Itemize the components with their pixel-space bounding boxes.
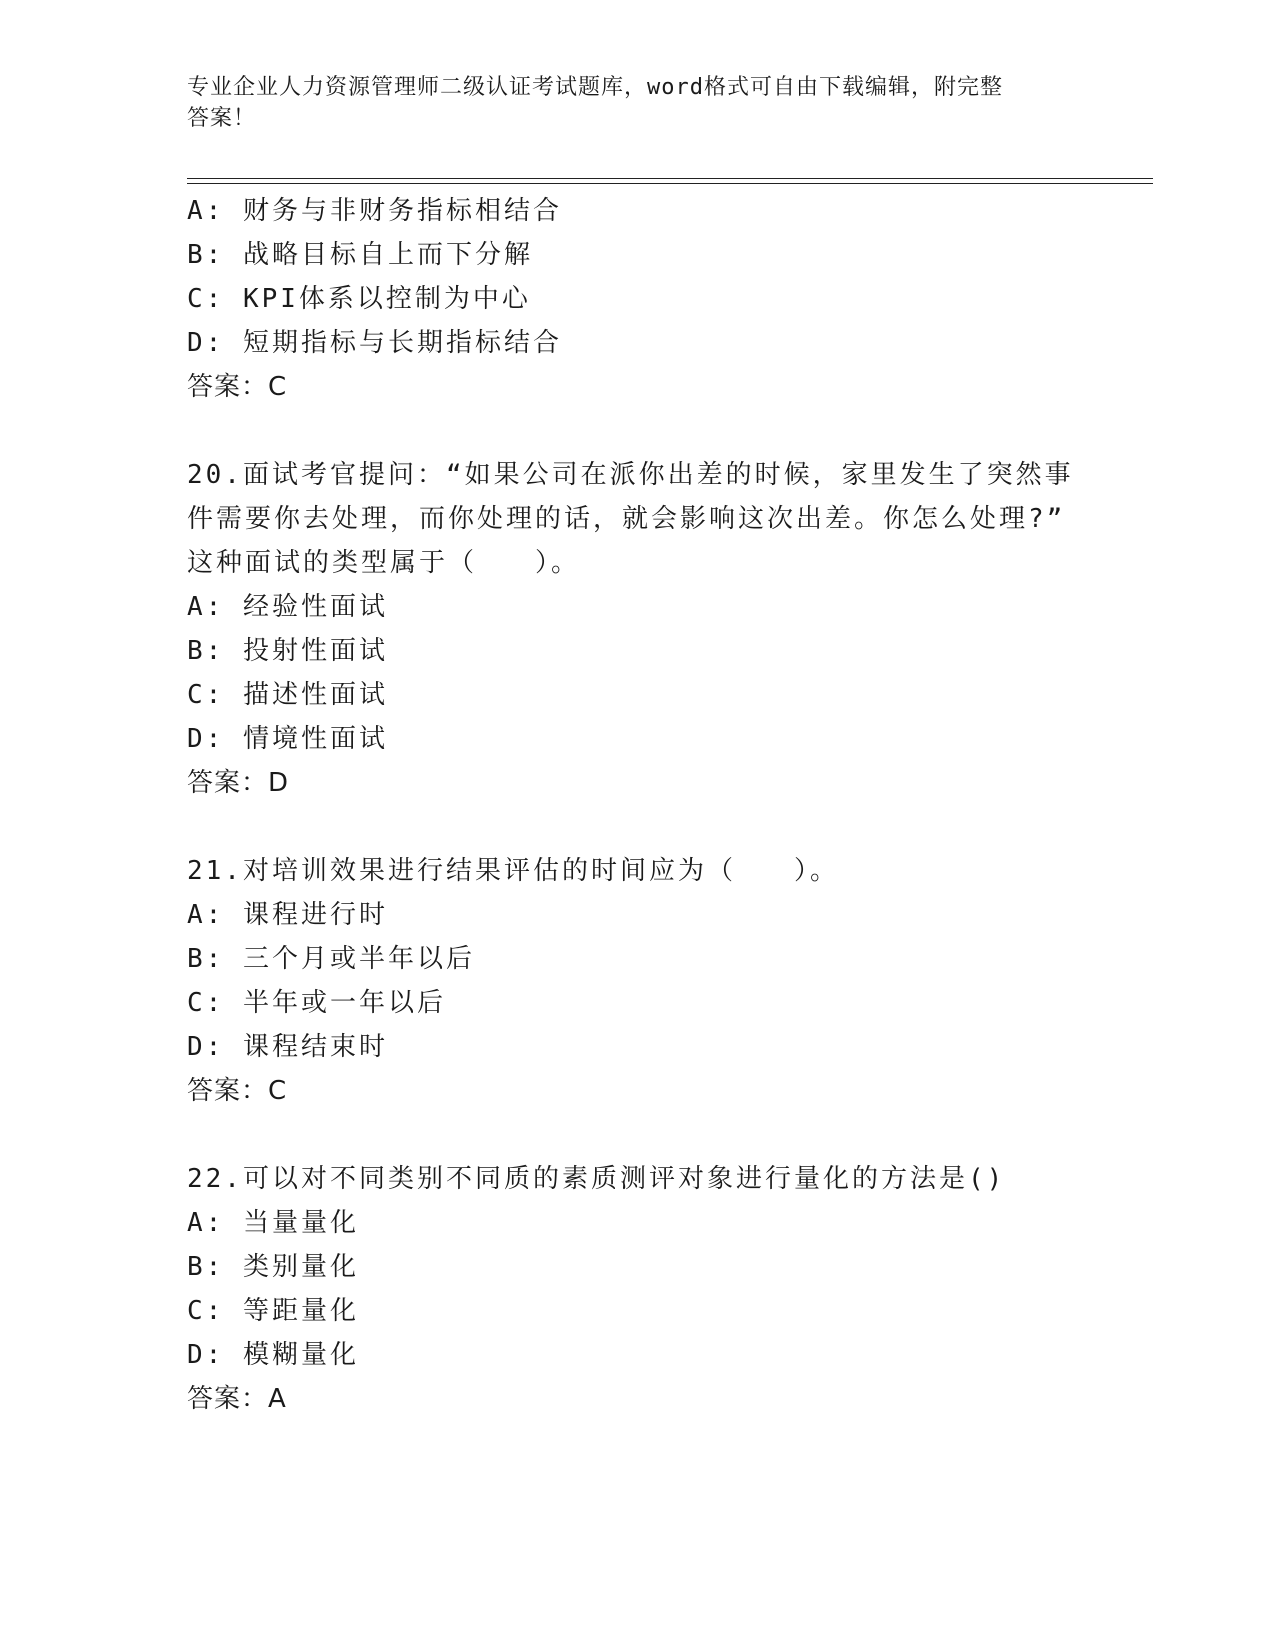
q22-option-a: A: 当量量化 (187, 1208, 359, 1238)
q19-option-b: B: 战略目标自上而下分解 (187, 240, 533, 270)
q19-option-d: D: 短期指标与长期指标结合 (187, 328, 562, 358)
q22-option-c: C: 等距量化 (187, 1296, 359, 1326)
q19-option-a: A: 财务与非财务指标相结合 (187, 196, 562, 226)
q20-stem-line-1: 20.面试考官提问：“如果公司在派你出差的时候，家里发生了突然事 (187, 460, 1074, 490)
q21-stem-line-1: 21.对培训效果进行结果评估的时间应为（ ）。 (187, 856, 839, 886)
q21-option-d: D: 课程结束时 (187, 1032, 388, 1062)
q20-option-a: A: 经验性面试 (187, 592, 388, 622)
document-header (187, 72, 1087, 134)
q20-answer: 答案：D (187, 768, 290, 798)
q20-stem-line-2: 件需要你去处理，而你处理的话，就会影响这次出差。你怎么处理?” (187, 504, 1066, 534)
q22-answer: 答案：A (187, 1384, 287, 1414)
header-line-2: 答案！ (187, 106, 257, 131)
header-line-1: 专业企业人力资源管理师二级认证考试题库，word格式可自由下载编辑，附完整 (187, 75, 1003, 100)
q20-option-c: C: 描述性面试 (187, 680, 388, 710)
q22-option-b: B: 类别量化 (187, 1252, 359, 1282)
q20-option-d: D: 情境性面试 (187, 724, 388, 754)
q22-option-d: D: 模糊量化 (187, 1340, 359, 1370)
q21-option-c: C: 半年或一年以后 (187, 988, 446, 1018)
q21-option-a: A: 课程进行时 (187, 900, 388, 930)
q19-option-c: C: KPI体系以控制为中心 (187, 284, 531, 314)
q20-stem-line-3: 这种面试的类型属于（ ）。 (187, 548, 581, 578)
q22-stem-line-1: 22.可以对不同类别不同质的素质测评对象进行量化的方法是() (187, 1164, 1006, 1194)
q19-answer: 答案：C (187, 372, 288, 402)
header-rule-bottom (187, 183, 1153, 184)
q20-option-b: B: 投射性面试 (187, 636, 388, 666)
header-rule-top (187, 178, 1153, 179)
q21-option-b: B: 三个月或半年以后 (187, 944, 475, 974)
q21-answer: 答案：C (187, 1076, 288, 1106)
